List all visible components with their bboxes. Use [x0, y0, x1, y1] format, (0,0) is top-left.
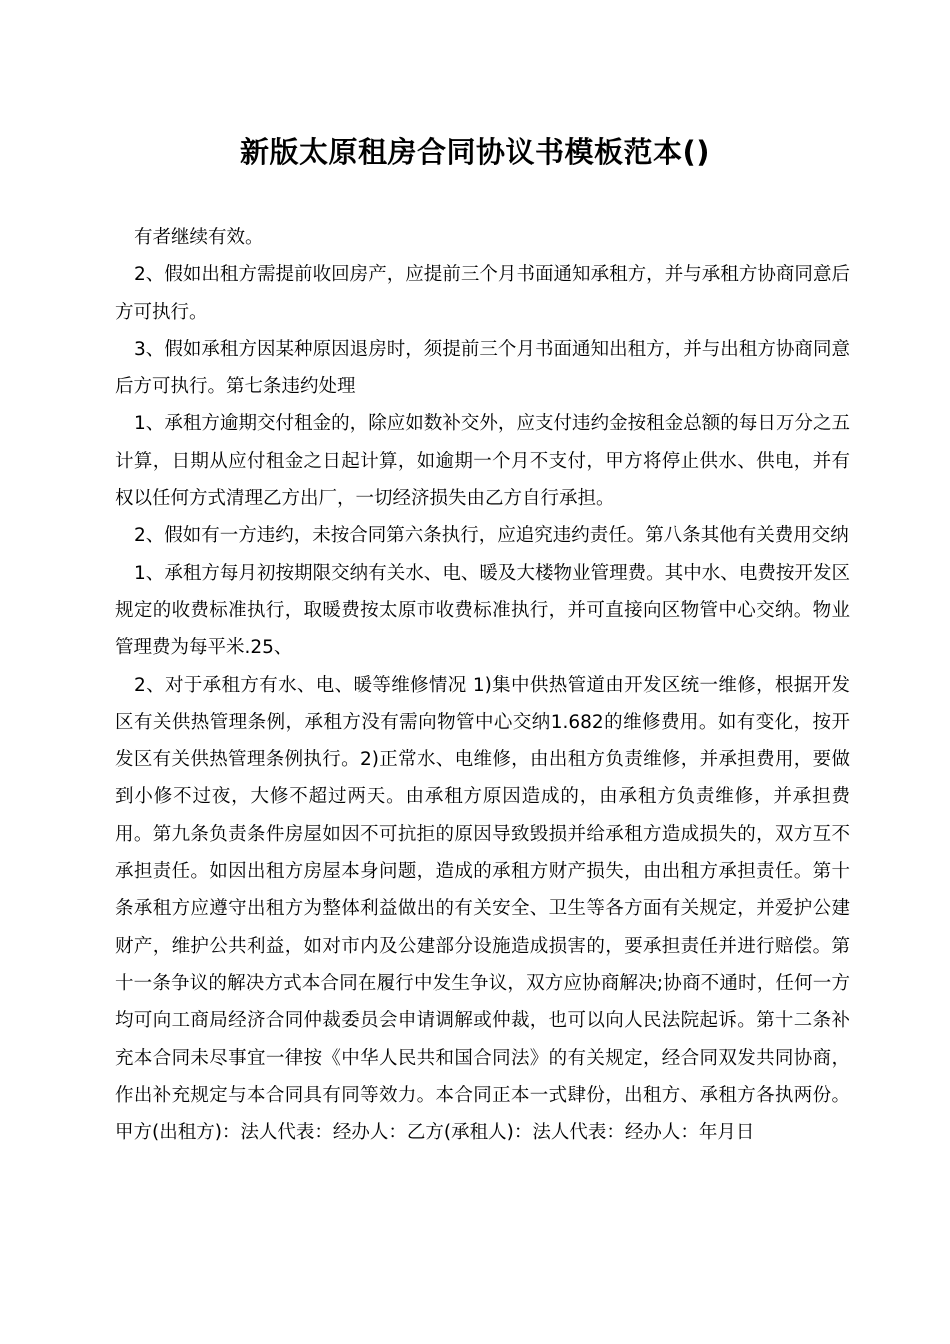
paragraph-6: 1、承租方每月初按期限交纳有关水、电、暖及大楼物业管理费。其中水、电费按开发区规定的收费标准执行，取暖费按太原市收费标准执行，并可直接向区物管中心交纳。物业管理费为每平米.25、	[115, 562, 850, 659]
paragraph-1: 有者继续有效。	[134, 227, 264, 248]
paragraph-4: 1、承租方逾期交付租金的，除应如数补交外，应支付违约金按租金总额的每日万分之五计算，日期从应付租金之日起计算，如逾期一个月不支付，甲方将停止供水、供电，并有权以任何方式清理乙方出厂，一切经济损失由乙方自行承担。	[115, 413, 850, 510]
paragraph-5: 2、假如有一方违约，未按合同第六条执行，应追究违约责任。第八条其他有关费用交纳	[134, 525, 849, 547]
paragraph-7: 2、对于承租方有水、电、暖等维修情况 1)集中供热管道由开发区统一维修，根据开发区有关供热管理条例，承租方没有需向物管中心交纳1.682的维修费用。如有变化，按开发区有关供热管理条例执行。2)正常水、电维修，由出租方负责维修，并承担费用，要做到小修不过夜，大修不超过两天。由承租方原因造成的，由承租方负责维修，并承担费用。第九条负责条件房屋如因不可抗拒的原因导致毁损并给承租方造成损失的，双方互不承担责任。如因出租方房屋本身问题，造成的承租方财产损失，由出租方承担责任。第十条承租方应遵守出租方为整体利益做出的有关安全、卫生等各方面有关规定，并爱护公建财产，维护公共利益，如对市内及公建部分设施造成损害的，要承担责任并进行赔偿。第十一条争议的解决方式本合同在履行中发生争议，双方应协商解决;协商不通时，任何一方均可向工商局经济合同仲裁委员会申请调解或仲裁，也可以向人民法院起诉。第十二条补充本合同未尽事宜一律按《中华人民共和国合同法》的有关规定，经合同双发共同协商，作出补充规定与本合同具有同等效力。本合同正本一式肆份，出租方、承租方各执两份。甲方(出租方)：法人代表：经办人：乙方(承租人)：法人代表：经办人：年月日	[115, 674, 850, 1144]
document-body	[115, 219, 850, 1151]
paragraph-3: 3、假如承租方因某种原因退房时，须提前三个月书面通知出租方，并与出租方协商同意后方可执行。第七条违约处理	[115, 338, 850, 398]
document-title: 新版太原租房合同协议书模板范本()	[239, 135, 710, 169]
paragraph-2: 2、假如出租方需提前收回房产，应提前三个月书面通知承租方，并与承租方协商同意后方可执行。	[115, 264, 850, 323]
